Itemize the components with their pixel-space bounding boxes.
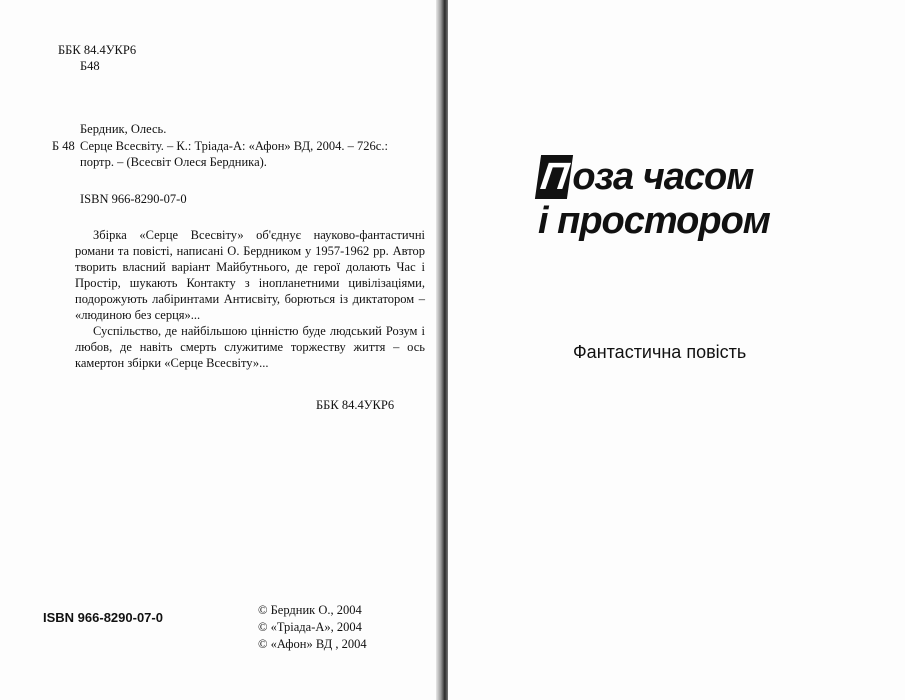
isbn-bottom: ISBN 966-8290-07-0 (43, 610, 163, 625)
title-initial: П (535, 155, 574, 199)
copyright-line: © «Тріада-А», 2004 (258, 620, 362, 634)
abstract (75, 227, 425, 371)
right-page (448, 0, 905, 700)
catalog-line-2: портр. – (Всесвіт Олеся Бердника). (80, 155, 267, 169)
copyright-line: © «Афон» ВД , 2004 (258, 637, 367, 651)
author-mark: Б48 (80, 59, 100, 73)
bbk-code-bottom: ББК 84.4УКР6 (316, 398, 395, 412)
catalog-line-1: Серце Всесвіту. – К.: Тріада-А: «Афон» ВД, 2004. – 726с.: (80, 139, 388, 153)
abstract-paragraph-2: Суспільство, де найбільшою цінністю буде людський Розум і любов, де навіть смерть служитиме торжеству життя – ось камертон збірки «Серце Всесвіту»... (75, 324, 425, 370)
title-line-1 (538, 155, 770, 199)
bbk-code-top: ББК 84.4УКР6 (58, 43, 137, 57)
isbn-mid: ISBN 966-8290-07-0 (80, 192, 187, 206)
book-subtitle: Фантастична повість (573, 342, 747, 362)
left-page (0, 0, 440, 700)
book-title (538, 155, 770, 243)
catalog-index: Б 48 (52, 139, 75, 153)
title-line-2: і простором (538, 200, 770, 242)
abstract-paragraph-1: Збірка «Серце Всесвіту» об'єднує науково-фантастичні романи та повісті, написані О. Бердником у 1957-1962 рр. Автор творить власний варіант Майбутнього, де герої долають Час і Простір, шукають Контакту з інопланетними цивілізаціями, подорожують лабіринтами Антисвіту, борються із диктатором – «людиною без серця»... (75, 228, 425, 322)
copyright-line: © Бердник О., 2004 (258, 603, 362, 617)
title-line-1-rest: оза часом (572, 156, 754, 198)
author-line: Бердник, Олесь. (80, 122, 167, 136)
